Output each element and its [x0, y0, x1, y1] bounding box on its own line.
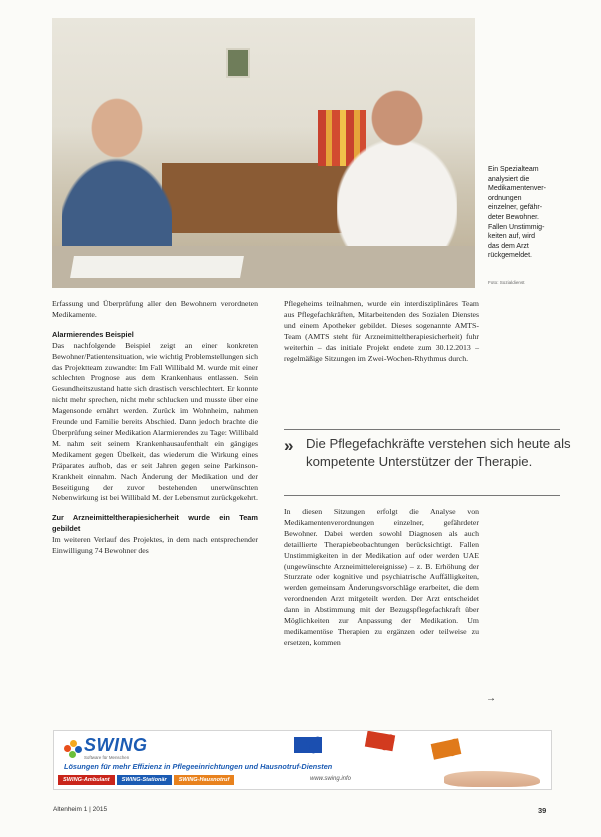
hand-image: [444, 771, 540, 787]
butterfly-icon: [294, 737, 322, 753]
caption-line: deter Bewohner.: [488, 213, 539, 221]
butterfly-icon: [431, 738, 462, 759]
paragraph: Im weiteren Verlauf des Projektes, in dem nach entsprechender Einwilligung 74 Bewohner des: [52, 535, 258, 556]
person-right: [337, 78, 457, 248]
papers: [70, 256, 244, 278]
photo-credit: Foto: Sozialdienst: [488, 280, 525, 285]
ad-tagline: Software für Menschen: [84, 755, 130, 760]
article-column-1: [52, 299, 258, 557]
article-column-2: [284, 299, 479, 364]
caption-line: Ein Spezialteam: [488, 166, 539, 173]
ad-headline: Lösungen für mehr Effizienz in Pflegeeinrichtungen und Hausnotruf-Diensten: [64, 762, 333, 771]
caption-line: Medikamentenver-: [488, 185, 546, 193]
quote-rule-top: [284, 429, 560, 430]
paragraph: Pflegeheims teilnahmen, wurde ein interdisziplinäres Team aus Pflegefachkräften, Mitarbeitenden des Sozialen Dienstes und einem Apotheker gebildet. Dieses sogenannte AMTS-Team (AMTS steht für Arzneimitteltherapiesicherheit) fuhr weiterhin – das initiale Projekt endete zum 30.12.2013 – regelmäßige Sitzungen im Zwei-Wochen-Rhythmus durch.: [284, 299, 479, 363]
ad-brand: SWING: [84, 735, 148, 755]
caption-line: Fallen Unstimmig-: [488, 223, 545, 231]
page-number: 39: [538, 806, 547, 815]
ad-product-hausnotruf: SWING-Hausnotruf: [174, 775, 235, 785]
swing-advertisement[interactable]: [53, 730, 552, 790]
swing-logo-icon: [64, 740, 82, 758]
subheading: Alarmierendes Beispiel: [52, 329, 134, 339]
caption-line: keiten auf, wird: [488, 233, 536, 241]
caption-line: analysiert die: [488, 175, 530, 183]
subheading: Zur Arzneimitteltherapiesicherheit wurde ein Team gebildet: [52, 513, 258, 534]
footer-issue: Altenheim 1 | 2015: [53, 806, 108, 813]
paragraph: Erfassung und Überprüfung aller den Bewohnern verordneten Medikamente.: [52, 299, 258, 319]
caption-line: ordnungen: [488, 194, 522, 202]
paragraph: In diesen Sitzungen erfolgt die Analyse von Medikamentenverordnungen einzelner, gefährdeter Bewohner. Dabei werden sowohl Diagnosen als auch detaillierte Therapiebeobachtungen berücksichtigt. Fallen Unstimmigkeiten in der Medikation auf oder werden UAE (ungewünschte Arzneimittelereignisse) – z. B. Erhöhung der Sturzrate oder kognitive und psychiatrische Auffälligkeiten, werden gemeinsam Änderungsvorschläge erarbeitet, die dem verordnenden Arzt mitgeteilt werden. Der Arzt entscheidet dann in Abstimmung mit der Bezugspflegefachkraft über Möglichkeiten zur Anpassung der Medikation. Um medikamentöse Therapien zu ergänzen oder teilweise zu ersetzen, kommen: [284, 507, 479, 647]
paragraph: Das nachfolgende Beispiel zeigt an einer konkreten Bewohner/Patientensituation, wie wichtig Problemstellungen sich das Projektteam zuwandte: Im Fall Willibald M. wurde mit einer schlechten Prognose aus dem Krankenhaus entlassen. Sein Gesundheitszustand hatte sich drastisch verschlechtert. Er konnte nicht mehr sprechen, nicht mehr schlucken und musste über eine Magensonde ernährt werden. Zurück im Wohnheim, nahmen Freunde und Familie bereits Abschied. Dann jedoch brachte die Überprüfung seiner Medikation Alarmierendes zu Tage: Willibald M. nahm seit seinem Krankenhausaufenthalt ein gängiges Medikament gegen Übelkeit, das wiederum die Wirkung eines Präparates aufhob, das er seit Jahren gegen seine Parkinson-Krankheit einnahm. Nach Änderung der Medikation und der Beseitigung der zuvor bestehenden unerwünschten Nebenwirkung ist bei Willibald M. der Lebensmut zurückgekehrt.: [52, 340, 258, 503]
photo-caption: [488, 165, 566, 261]
quote-rule-bottom: [284, 495, 560, 496]
continue-arrow-icon: →: [486, 693, 496, 704]
caption-line: das dem Arzt: [488, 242, 529, 250]
caption-line: einzelner, gefähr-: [488, 204, 543, 212]
quote-mark-icon: »: [284, 436, 291, 455]
pull-quote-text: Die Pflegefachkräfte verstehen sich heute als kompetente Unterstützer der Therapie.: [306, 436, 571, 469]
ad-product-list: [58, 775, 234, 785]
ad-product-stationaer: SWING-Stationär: [117, 775, 172, 785]
caption-line: rückgemeldet.: [488, 252, 532, 260]
shelf: [162, 163, 362, 233]
ad-product-ambulant: SWING-Ambulant: [58, 775, 115, 785]
ad-website-link[interactable]: www.swing.info: [310, 776, 352, 782]
article-column-3: [284, 507, 479, 649]
butterfly-icon: [365, 731, 395, 752]
article-photo: [52, 18, 475, 288]
wall-picture: [226, 48, 250, 78]
